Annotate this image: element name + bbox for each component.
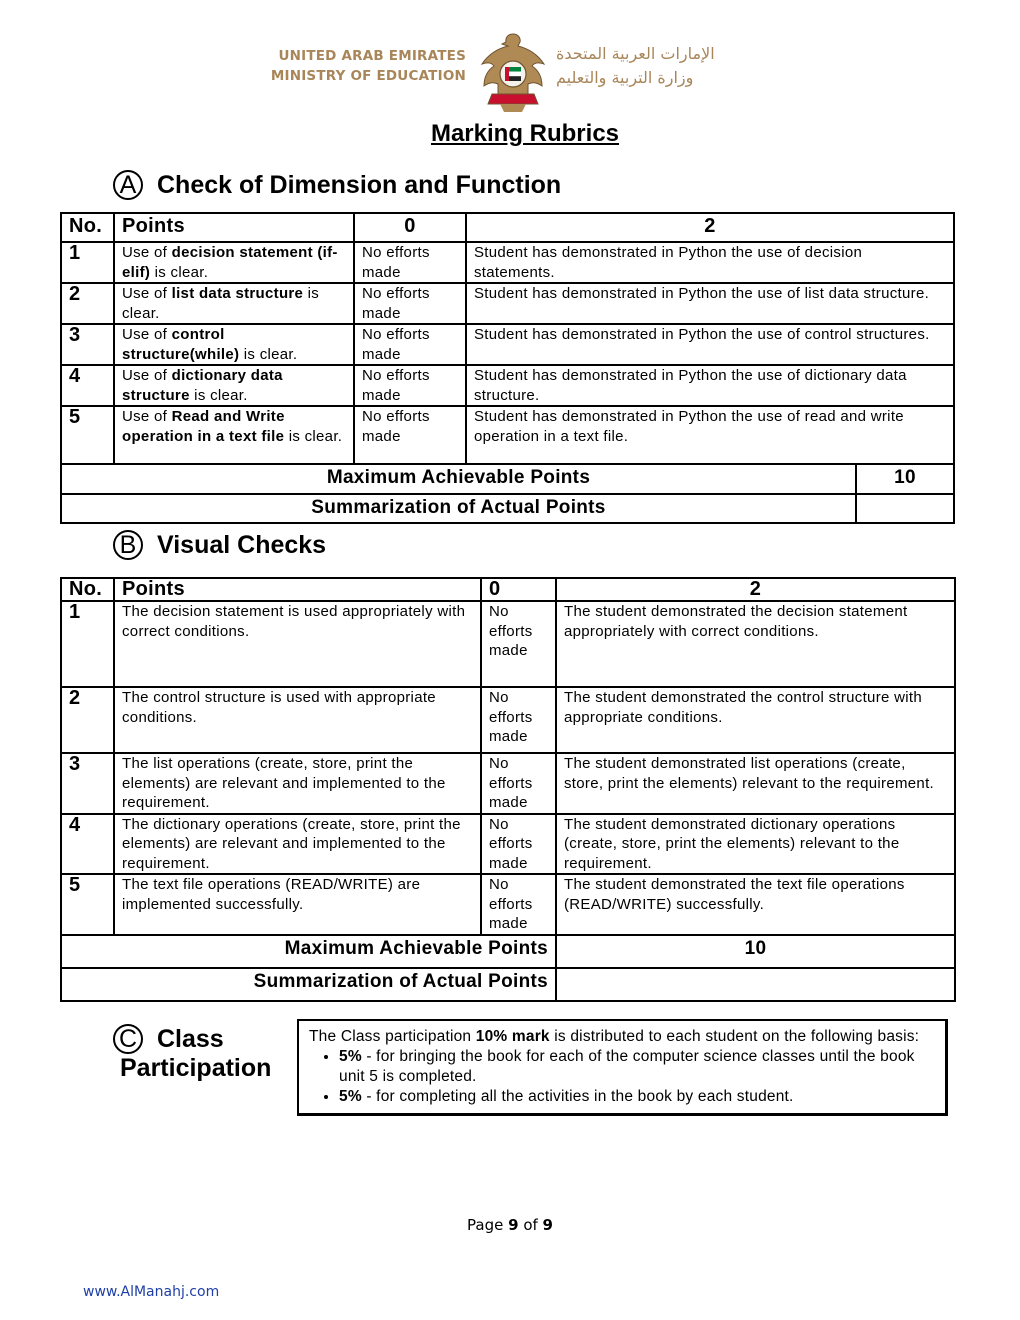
col-points: Points <box>114 213 354 242</box>
section-a-heading <box>113 170 561 200</box>
actual-points-row <box>61 494 954 523</box>
row-zero: No efforts made <box>354 283 466 324</box>
row-number: 1 <box>61 242 114 283</box>
max-points-value: 10 <box>556 935 955 968</box>
row-number: 3 <box>61 324 114 365</box>
row-two: The student demonstrated dictionary operations (create, store, print the elements) relevant to the requirement. <box>556 814 955 875</box>
row-number: 2 <box>61 283 114 324</box>
row-criteria: Use of dictionary data structure is clear. <box>114 365 354 406</box>
table-header-row <box>61 213 954 242</box>
table-row <box>61 753 955 814</box>
actual-points-label: Summarization of Actual Points <box>61 968 556 1001</box>
row-two: Student has demonstrated in Python the use of list data structure. <box>466 283 954 324</box>
row-number: 3 <box>61 753 114 814</box>
col-no: No. <box>61 578 114 601</box>
row-number: 1 <box>61 601 114 687</box>
row-zero: No efforts made <box>481 601 556 687</box>
participation-list <box>309 1047 935 1107</box>
max-points-label: Maximum Achievable Points <box>61 464 856 494</box>
actual-points-value <box>856 494 954 523</box>
row-two: The student demonstrated the text file operations (READ/WRITE) successfully. <box>556 874 955 935</box>
col-two: 2 <box>466 213 954 242</box>
country-name-en: UNITED ARAB EMIRATES <box>278 48 466 64</box>
table-row <box>61 242 954 283</box>
actual-points-value <box>556 968 955 1001</box>
row-number: 5 <box>61 874 114 935</box>
section-a-title: Check of Dimension and Function <box>157 170 562 199</box>
col-no: No. <box>61 213 114 242</box>
page-number: Page 9 of 9 <box>467 1216 553 1234</box>
row-criteria: Use of control structure(while) is clear. <box>114 324 354 365</box>
table-row <box>61 814 955 875</box>
row-two: The student demonstrated the decision statement appropriately with correct conditions. <box>556 601 955 687</box>
section-c-letter: C <box>113 1024 143 1054</box>
section-b-letter: B <box>113 530 143 560</box>
row-two: The student demonstrated list operations (create, store, print the elements) relevant to the requirement. <box>556 753 955 814</box>
row-criteria: The text file operations (READ/WRITE) are implemented successfully. <box>114 874 481 935</box>
row-zero: No efforts made <box>354 406 466 464</box>
table-header-row <box>61 578 955 601</box>
row-criteria: The control structure is used with appropriate conditions. <box>114 687 481 753</box>
section-a-letter: A <box>113 170 143 200</box>
row-criteria: The dictionary operations (create, store, print the elements) are relevant and implemented to the requirement. <box>114 814 481 875</box>
participation-intro: The Class participation 10% mark is distributed to each student on the following basis: <box>309 1028 920 1045</box>
list-item: • 5% - for completing all the activities in the book by each student. <box>339 1087 935 1107</box>
page-title: Marking Rubrics <box>430 120 620 147</box>
table-row <box>61 324 954 365</box>
class-participation-box <box>297 1019 948 1116</box>
row-two: Student has demonstrated in Python the use of control structures. <box>466 324 954 365</box>
col-zero: 0 <box>481 578 556 601</box>
row-zero: No efforts made <box>354 242 466 283</box>
section-b-title: Visual Checks <box>157 530 327 559</box>
row-criteria: Use of Read and Write operation in a text file is clear. <box>114 406 354 464</box>
uae-emblem-icon <box>478 30 548 114</box>
row-zero: No efforts made <box>481 814 556 875</box>
row-zero: No efforts made <box>354 365 466 406</box>
actual-points-label: Summarization of Actual Points <box>61 494 856 523</box>
row-number: 2 <box>61 687 114 753</box>
row-criteria: The list operations (create, store, print the elements) are relevant and implemented to the requirement. <box>114 753 481 814</box>
section-c-title-line2: Participation <box>120 1054 272 1082</box>
row-zero: No efforts made <box>481 687 556 753</box>
col-points: Points <box>114 578 481 601</box>
ministry-name-arabic <box>556 42 746 90</box>
row-two: Student has demonstrated in Python the use of dictionary data structure. <box>466 365 954 406</box>
table-row <box>61 365 954 406</box>
row-number: 5 <box>61 406 114 464</box>
row-criteria: The decision statement is used appropriately with correct conditions. <box>114 601 481 687</box>
max-points-label: Maximum Achievable Points <box>61 935 556 968</box>
table-row <box>61 601 955 687</box>
table-row <box>61 874 955 935</box>
section-b-heading <box>113 530 326 560</box>
section-c-title-line1: Class <box>157 1024 224 1053</box>
row-zero: No efforts made <box>354 324 466 365</box>
row-two: Student has demonstrated in Python the use of decision statements. <box>466 242 954 283</box>
max-points-row <box>61 464 954 494</box>
country-name-ar: الإمارات العربية المتحدة <box>556 44 715 63</box>
section-c-heading <box>113 1024 224 1054</box>
row-criteria: Use of list data structure is clear. <box>114 283 354 324</box>
row-two: Student has demonstrated in Python the use of read and write operation in a text file. <box>466 406 954 464</box>
row-zero: No efforts made <box>481 874 556 935</box>
max-points-value: 10 <box>856 464 954 494</box>
list-item: • 5% - for bringing the book for each of the computer science classes until the book unit 5 is completed. <box>339 1047 935 1087</box>
row-zero: No efforts made <box>481 753 556 814</box>
table-row <box>61 283 954 324</box>
ministry-name-ar: وزارة التربية والتعليم <box>556 68 694 87</box>
row-number: 4 <box>61 365 114 406</box>
max-points-row <box>61 935 955 968</box>
col-zero: 0 <box>354 213 466 242</box>
ministry-name-english <box>270 46 466 86</box>
ministry-name-en: MINISTRY OF EDUCATION <box>270 68 466 84</box>
website-link[interactable]: www.AlManahj.com <box>83 1284 220 1300</box>
visual-checks-table <box>60 577 956 1002</box>
row-two: The student demonstrated the control structure with appropriate conditions. <box>556 687 955 753</box>
row-criteria: Use of decision statement (if-elif) is clear. <box>114 242 354 283</box>
table-row <box>61 406 954 464</box>
col-two: 2 <box>556 578 955 601</box>
row-number: 4 <box>61 814 114 875</box>
dimension-function-table <box>60 212 955 524</box>
table-row <box>61 687 955 753</box>
actual-points-row <box>61 968 955 1001</box>
